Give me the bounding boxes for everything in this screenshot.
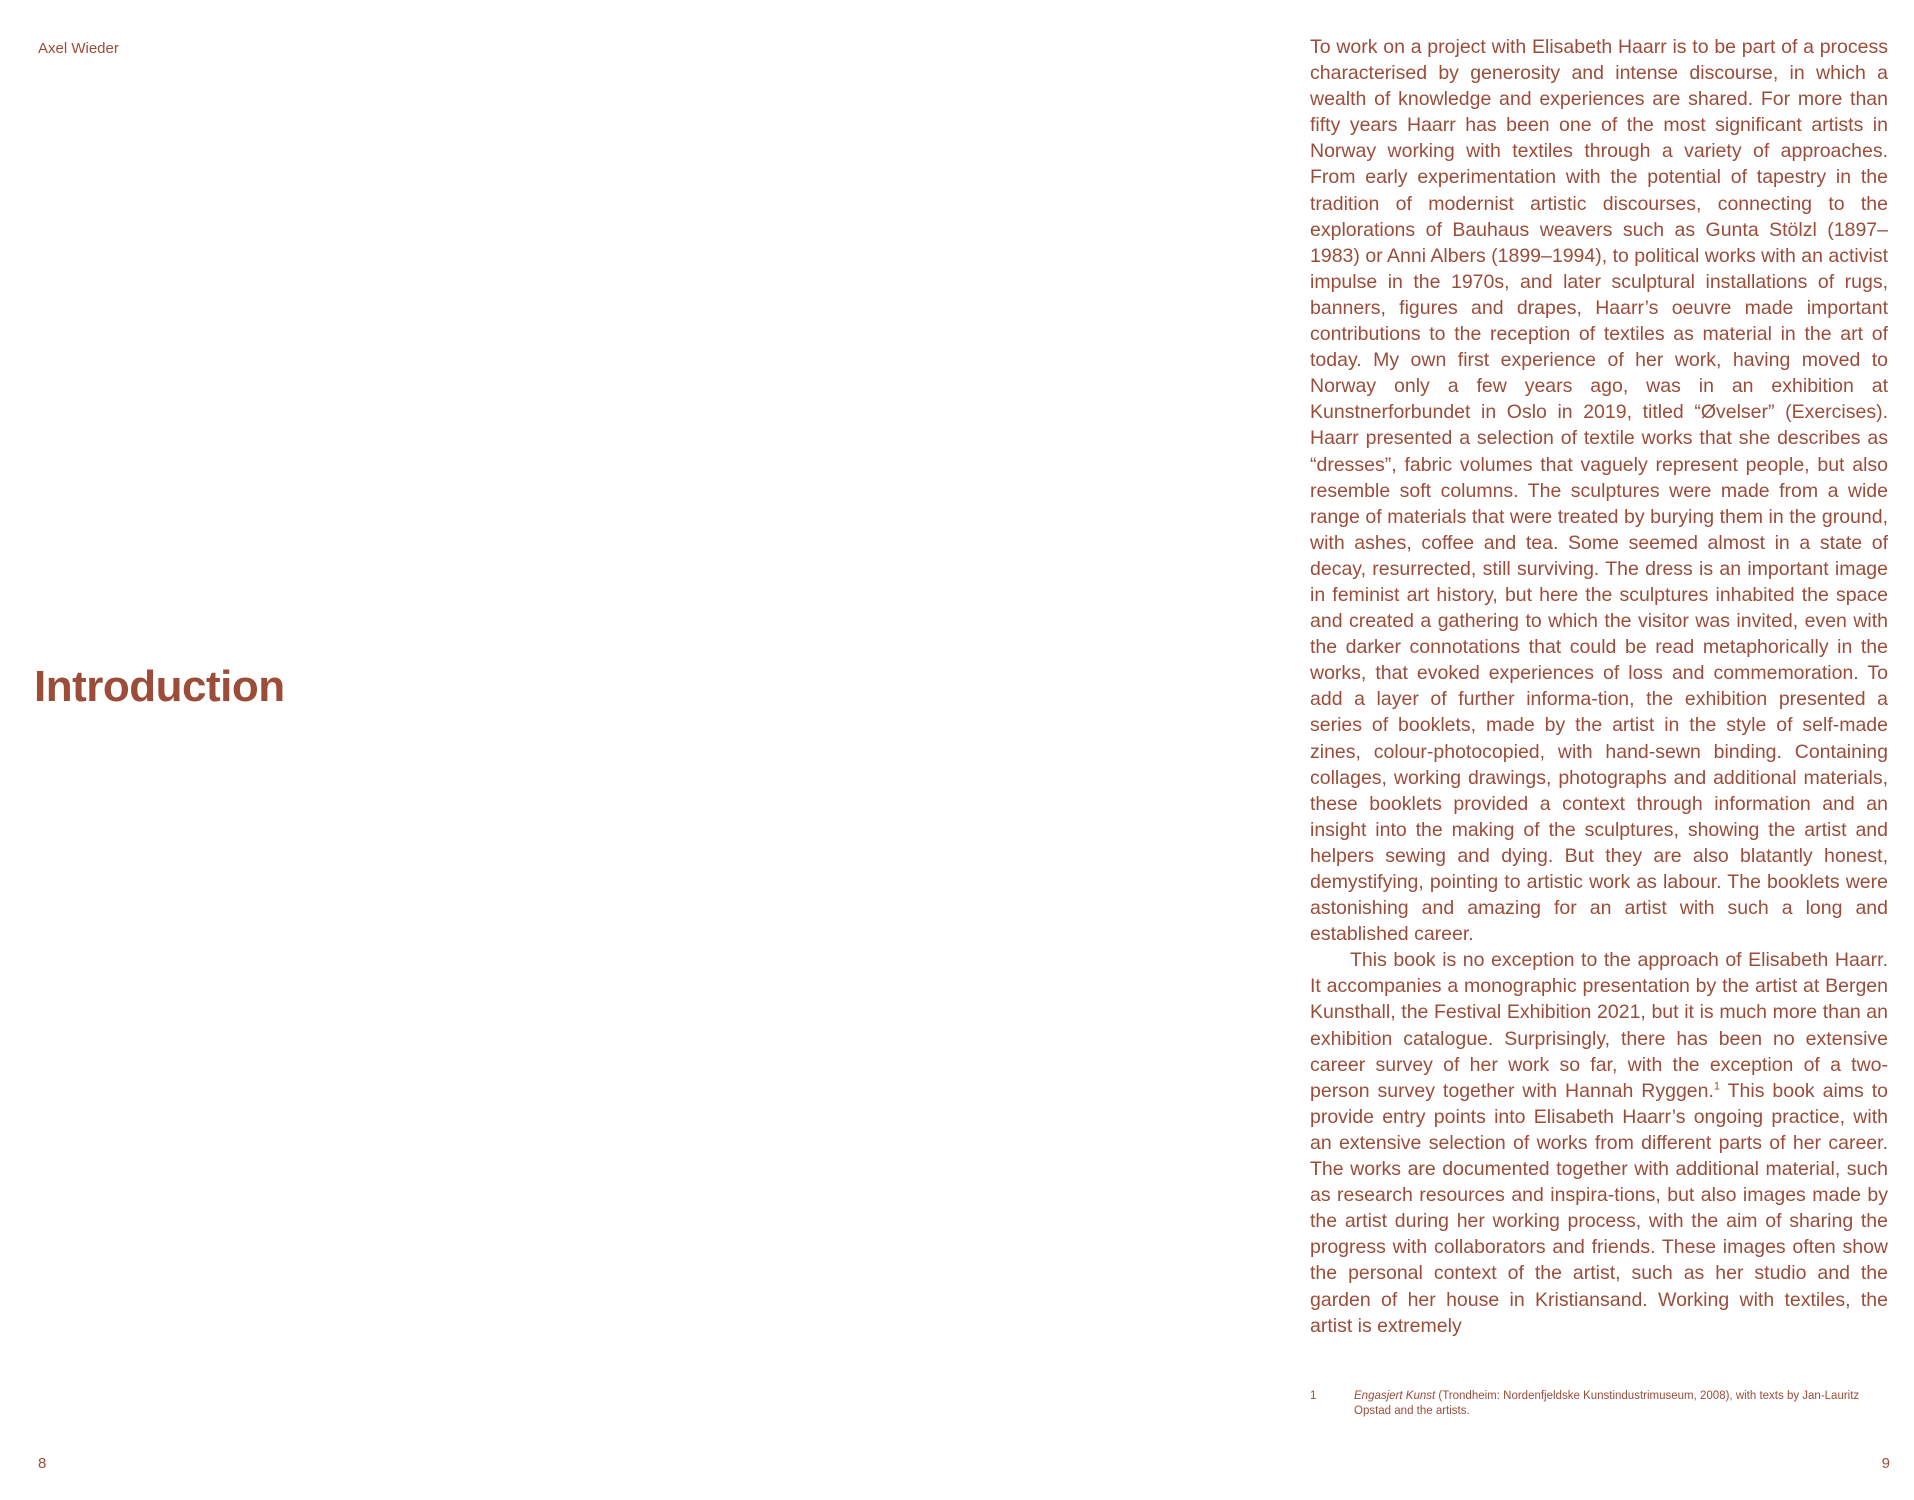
footnote: [1310, 1389, 1888, 1419]
body-text: [1310, 34, 1888, 1339]
footnote-reference[interactable]: 1: [1713, 1080, 1721, 1093]
page-number-left: 8: [38, 1455, 47, 1472]
paragraph-2-text-after-note: This book aims to provide entry points into Elisabeth Haarr’s ongoing practice, with an extensive selection of works from different parts of her career. The works are documented together with additional material, such as research resources and inspira-tions, but also images made by the artist during her working process, with the aim of sharing the progress with collaborators and friends. These images often show the personal context of the artist, such as her studio and the garden of her house in Kristiansand. Working with textiles, the artist is extremely: [1310, 1079, 1888, 1337]
paragraph-2-text-before-note: This book is no exception to the approach of Elisabeth Haarr. It accompanies a monographic presentation by the artist at Bergen Kunsthall, the Festival Exhibition 2021, but it is much more than an exhibition catalogue. Surprisingly, there has been no extensive career survey of her work so far, with the exception of a two-person survey together with Hannah Ryggen.: [1310, 949, 1888, 1102]
running-head-author: Axel Wieder: [38, 40, 119, 57]
footnote-body: (Trondheim: Nordenfjeldske Kunstindustrimuseum, 2008), with texts by Jan-Lauritz Opstad and the artists.: [1354, 1390, 1860, 1417]
footnote-number: 1: [1310, 1390, 1317, 1402]
page-title: Introduction: [34, 662, 285, 711]
footnote-title: Engasjert Kunst: [1354, 1390, 1436, 1402]
paragraph-2: [1310, 947, 1888, 1338]
paragraph-1: To work on a project with Elisabeth Haarr is to be part of a process characterised by generosity and intense discourse, in which a wealth of knowledge and experiences are shared. For more than fifty years Haarr has been one of the most significant artists in Norway working with textiles through a variety of approaches. From early experimentation with the potential of tapestry in the tradition of modernist artistic discourses, connecting to the explorations of Bauhaus weavers such as Gunta Stölzl (1897–1983) or Anni Albers (1899–1994), to political works with an activist impulse in the 1970s, and later sculptural installations of rugs, banners, figures and drapes, Haarr’s oeuvre made important contributions to the reception of textiles as material in the art of today. My own first experience of her work, having moved to Norway only a few years ago, was in an exhibition at Kunstnerforbundet in Oslo in 2019, titled “Øvelser” (Exercises). Haarr presented a selection of textile works that she describes as “dresses”, fabric volumes that vaguely represent people, but also resemble soft columns. The sculptures were made from a wide range of materials that were treated by burying them in the ground, with ashes, coffee and tea. Some seemed almost in a state of decay, resurrected, still surviving. The dress is an important image in feminist art history, but here the sculptures inhabited the space and created a gathering to which the visitor was invited, even with the darker connotations that could be read metaphorically in the works, that evoked experiences of loss and commemoration. To add a layer of further informa-tion, the exhibition presented a series of booklets, made by the artist in the style of self-made zines, colour-photocopied, with hand-sewn binding. Containing collages, working drawings, photographs and additional materials, these booklets provided a context through information and an insight into the making of the sculptures, showing the artist and helpers sewing and dying. But they are also blatantly honest, demystifying, pointing to artistic work as labour. The booklets were astonishing and amazing for an artist with such a long and established career.: [1310, 36, 1888, 946]
footnote-text: [1354, 1389, 1888, 1419]
page-number-right: 9: [1881, 1455, 1890, 1472]
